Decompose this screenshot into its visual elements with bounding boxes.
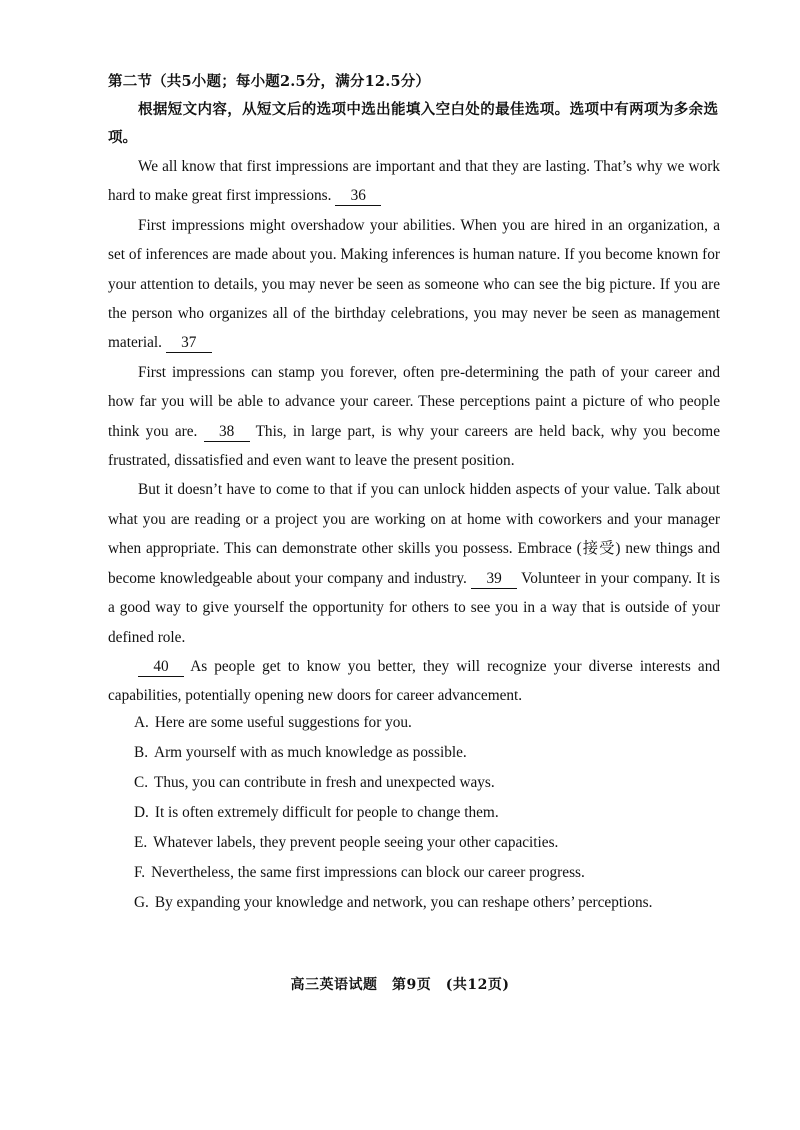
options-list: [134, 708, 734, 918]
option-letter: E.: [134, 834, 148, 851]
paragraph-3: [108, 358, 720, 476]
blank-40: 40: [138, 658, 184, 677]
paragraph-3-before: First impressions can stamp you forever, often pre-determining the path of your career and how far you will be able to advance your career. These perceptions paint a picture of who people think you are.: [108, 363, 720, 440]
paragraph-2: [108, 211, 720, 358]
blank-37: 37: [166, 334, 212, 353]
paragraph-5-after: As people get to know you better, they will recognize your diverse interests and capabilities, potentially opening new doors for career advancement.: [108, 657, 720, 705]
paragraph-2-text: First impressions might overshadow your abilities. When you are hired in an organization, a set of inferences are made about you. Making inferences is human nature. If you become known for your attention to details, you may never be seen as someone who can see the big picture. If you are the person who organizes all of the birthday celebrations, you may never be seen as management material.: [108, 216, 720, 352]
paragraph-5: [108, 652, 720, 711]
option-letter: C.: [134, 774, 149, 791]
option-letter: G.: [134, 894, 149, 911]
option-text: Arm yourself with as much knowledge as possible.: [154, 744, 467, 761]
paragraph-1: [108, 152, 720, 211]
option-text: Whatever labels, they prevent people seeing your other capacities.: [153, 834, 559, 851]
option-text: Here are some useful suggestions for you.: [154, 714, 412, 731]
paragraph-1-text: We all know that first impressions are important and that they are lasting. That’s why we work hard to make great first impressions.: [108, 158, 720, 205]
option-letter: B.: [134, 744, 149, 761]
blank-36: 36: [335, 187, 381, 206]
page-footer: 高三英语试题 第9页 (共12页): [290, 977, 510, 993]
paragraph-4-after: Volunteer in your company. It is a good way to give yourself the opportunity for others to see you in a way that is outside of your defined role.: [108, 569, 720, 646]
option-g: [134, 888, 734, 918]
option-text: By expanding your knowledge and network, you can reshape others’ perceptions.: [154, 894, 653, 911]
instructions: 根据短文内容，从短文后的选项中选出能填入空白处的最佳选项。选项中有两项为多余选项。: [108, 101, 718, 146]
option-c: [134, 768, 734, 798]
passage: [108, 152, 720, 711]
option-d: [134, 798, 734, 828]
option-text: It is often extremely difficult for people to change them.: [154, 804, 499, 821]
option-text: Thus, you can contribute in fresh and unexpected ways.: [154, 774, 495, 791]
option-letter: A.: [134, 714, 149, 731]
blank-39: 39: [471, 570, 517, 589]
option-a: [134, 708, 734, 738]
paragraph-3-after: This, in large part, is why your careers are held back, why you become frustrated, dissatisfied and even want to leave the present position.: [108, 422, 720, 470]
option-f: [134, 858, 734, 888]
option-letter: D.: [134, 804, 149, 821]
blank-38: 38: [204, 423, 250, 442]
option-letter: F.: [134, 864, 146, 881]
option-text: Nevertheless, the same first impressions can block our career progress.: [151, 864, 585, 881]
paragraph-4: [108, 475, 720, 651]
option-b: [134, 738, 734, 768]
section-title: 第二节（共5小题；每小题2.5分，满分12.5分）: [108, 73, 431, 90]
option-e: [134, 828, 734, 858]
paragraph-4-before: But it doesn’t have to come to that if you can unlock hidden aspects of your value. Talk about what you are reading or a project you are working on at home with coworkers and your manager when appropriate. This can demonstrate other skills you possess. Embrace (接受) new things and become knowledgeable about your company and industry.: [108, 481, 720, 587]
